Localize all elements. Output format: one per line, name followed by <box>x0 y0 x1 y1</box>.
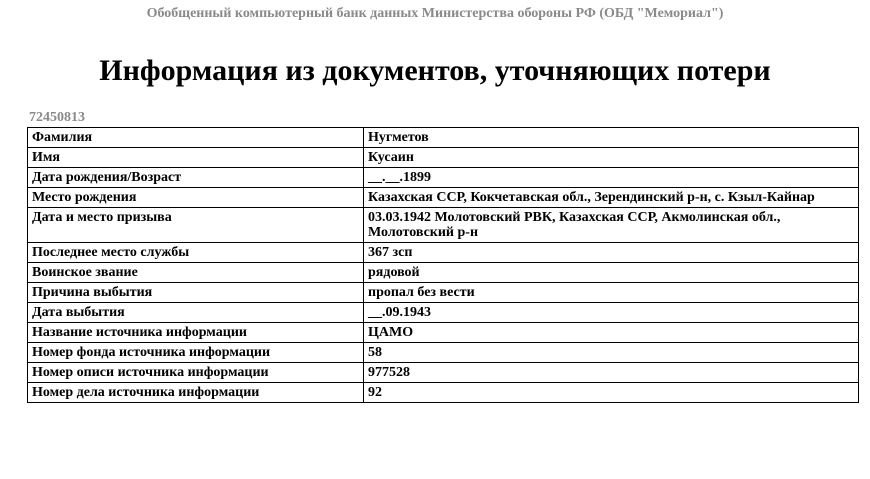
row-label: Последнее место службы <box>28 243 364 263</box>
row-value: __.09.1943 <box>364 303 859 323</box>
row-label: Номер фонда источника информации <box>28 343 364 363</box>
row-label: Фамилия <box>28 128 364 148</box>
row-label: Место рождения <box>28 188 364 208</box>
table-row-first-name <box>28 148 859 168</box>
row-label: Причина выбытия <box>28 283 364 303</box>
table-row-last-service <box>28 243 859 263</box>
database-header: Обобщенный компьютерный банк данных Министерства обороны РФ (ОБД "Мемориал") <box>146 6 724 21</box>
table-row-conscription <box>28 208 859 243</box>
table-row-fund-number <box>28 343 859 363</box>
row-value: Нугметов <box>364 128 859 148</box>
page-title: Информация из документов, уточняющих потери <box>99 54 771 87</box>
info-table <box>27 127 859 403</box>
row-value: 367 зсп <box>364 243 859 263</box>
table-row-inventory-number <box>28 363 859 383</box>
row-label: Дата выбытия <box>28 303 364 323</box>
row-label: Номер описи источника информации <box>28 363 364 383</box>
row-value: ЦАМО <box>364 323 859 343</box>
row-value: 03.03.1942 Молотовский РВК, Казахская ССР, Акмолинская обл., Молотовский р-н <box>364 208 859 243</box>
row-label: Дата и место призыва <box>28 208 364 243</box>
row-value: 977528 <box>364 363 859 383</box>
row-label: Имя <box>28 148 364 168</box>
table-row-birth-date <box>28 168 859 188</box>
table-row-loss-date <box>28 303 859 323</box>
row-value: __.__.1899 <box>364 168 859 188</box>
row-label: Воинское звание <box>28 263 364 283</box>
row-value: 58 <box>364 343 859 363</box>
table-row-source-name <box>28 323 859 343</box>
table-row-surname <box>28 128 859 148</box>
table-row-file-number <box>28 383 859 403</box>
row-value: пропал без вести <box>364 283 859 303</box>
row-value: Кусаин <box>364 148 859 168</box>
row-value: рядовой <box>364 263 859 283</box>
table-row-loss-reason <box>28 283 859 303</box>
record-id: 72450813 <box>29 110 85 125</box>
row-label: Дата рождения/Возраст <box>28 168 364 188</box>
row-label: Номер дела источника информации <box>28 383 364 403</box>
table-row-birth-place <box>28 188 859 208</box>
table-row-rank <box>28 263 859 283</box>
row-value: 92 <box>364 383 859 403</box>
row-value: Казахская ССР, Кокчетавская обл., Зерендинский р-н, с. Кзыл-Кайнар <box>364 188 859 208</box>
row-label: Название источника информации <box>28 323 364 343</box>
